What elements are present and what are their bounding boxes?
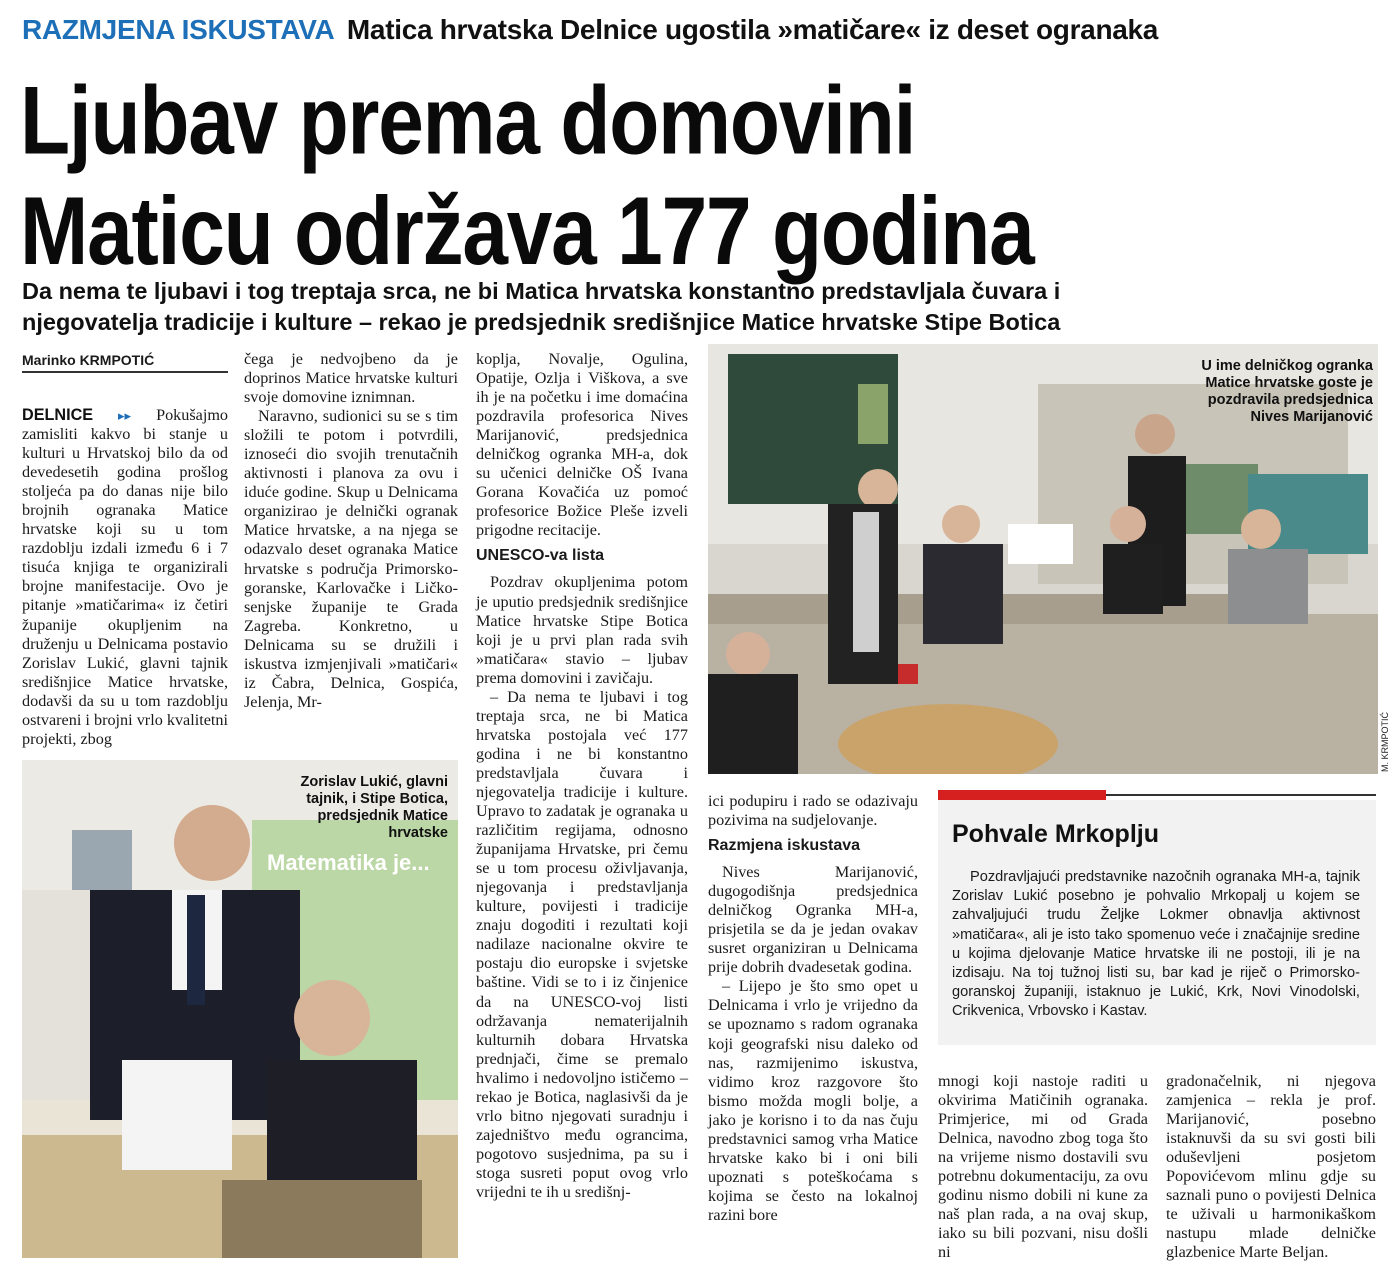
kicker bbox=[22, 14, 1158, 46]
column-4-paragraph-2: Nives Marijanović, dugogodišnja predsjednica delničkog Ogranka MH-a, prisjetila se da je jedan ovakav susret organiziran u Delnicama prije dobrih dvadesetak godina. bbox=[708, 863, 918, 977]
photo-top bbox=[708, 344, 1378, 774]
sidebar-box bbox=[938, 800, 1376, 1045]
photo-bottom-caption: Zorislav Lukić, glavni tajnik, i Stipe Botica, predsjednik Matice hrvatske bbox=[300, 774, 448, 841]
kicker-subtitle: Matica hrvatska Delnice ugostila »matičare« iz deset ogranaka bbox=[346, 14, 1159, 45]
headline bbox=[20, 66, 1390, 288]
article-column-2 bbox=[244, 350, 458, 712]
column-5-paragraph: mnogi koji nastoje raditi u okvirima Matičinih ogranaka. Primjerice, mi od Grada Delnica, navodno zbog toga što na vrijeme nismo dostavili svu potrebnu dokumentaciju, za ovu godinu nismo dobili ni kune za naš plan rada, a na ovaj skup, iako su bili pozvani, nisu došli ni bbox=[938, 1072, 1148, 1262]
kicker-tag: RAZMJENA ISKUSTAVA bbox=[22, 14, 334, 45]
lead-line-2: njegovatelja tradicije i kulture – rekao je predsjednik središnjice Matice hrvatske Stipe Botica bbox=[22, 309, 1061, 335]
sidebar-text-block bbox=[952, 868, 1360, 1022]
subheading-razmjena: Razmjena iskustava bbox=[708, 837, 861, 855]
byline: Marinko KRMPOTIĆ bbox=[22, 352, 228, 373]
column-4-paragraph-1: ici podupiru i rado se odazivaju pozivima na sudjelovanje. bbox=[708, 792, 918, 830]
column-1-paragraph bbox=[22, 406, 228, 749]
headline-line-1: Ljubav prema domovini bbox=[20, 67, 916, 175]
column-2-paragraph-2: Naravno, sudionici su se s tim složili te potom i potvrdili, iznoseći dio svojih trenutačnih aktivnosti i planova za ovu i iduće godine. Skup u Delnicama organizirao je delnički ogranak Matice hrvatske, a na njega se odazvalo deset ogranaka Matice hrvatske s područja Primorsko-goranske, Karlovačke i Ličko-senjske županije te Grada Zagreba. Konkretno, u Delnicama su se družili i iskustva izmjenjivali »matičari« iz Čabra, Delnica, Gospića, Jelenja, Mr- bbox=[244, 407, 458, 711]
sidebar-title: Pohvale Mrkoplju bbox=[952, 820, 1159, 848]
article-column-4 bbox=[708, 792, 918, 1225]
column-3-paragraph-3: – Da nema te ljubavi i tog treptaja srca, ne bi Matica hrvatska postojala već 177 godina i ne bi konstantno predstavljala čuvara i njegovatelja tradicije i kulture. Upravo to zadatak je ogranaka u različitim regijama, odnosno županijama Hrvatske, pri čemu se u tom procesu oživljavanja, njegovanja i predstavljanja kulture, povijesti i tradicije znaju dogoditi i rezultati koji nadilaze nacionalne okvire te postaju dio europske i svjetske baštine. Vidi se to i iz činjenice da na UNESCO-voj listi održavanja nematerijalnih kulturnih dobara Hrvatska prednjači, čime se premalo hvalimo i nedovoljno ističemo – rekao je Botica, naglasivši da je vrlo bitno njegovati suradnju i zajedništvo među ograncima, pogotovo susjednima, pa su i stoga susreti poput ovog vrlo vrijedni te ih u središnj- bbox=[476, 687, 688, 1201]
photo-credit: M. KRMPOTIĆ bbox=[1380, 712, 1390, 772]
sidebar-accent-bar bbox=[938, 790, 1106, 800]
article-column-6 bbox=[1166, 1072, 1376, 1262]
lead-paragraph bbox=[22, 276, 1382, 338]
column-4-paragraph-3: – Lijepo je što smo opet u Delnicama i vrlo je vrijedno da se upoznamo s radom ogranaka koji geografski nisu daleko od nas, razmijenimo iskustva, vidimo kroz razgovore što bismo možda mogli bolje, a jako je korisno i to da nas čuju predstavnici samog vrha Matice hrvatske kako bi i oni bili upoznati s poteškoćama s kojima se često na lokalnoj razini bore bbox=[708, 977, 918, 1224]
lead-line-1: Da nema te ljubavi i tog treptaja srca, ne bi Matica hrvatska konstantno predstavljala čuvara i bbox=[22, 278, 1061, 304]
sidebar-paragraph: Pozdravljajući predstavnike nazočnih ogranaka MH-a, tajnik Zorislav Lukić posebno je pohvalio Mrkopalj u kojem se zahvaljujući trudu Željke Lokmer obnavlja aktivnost »matičara«, ali je isto tako spomenuo veće i značajnije sredine u kojima djelovanje Matice hrvatske ili ne postoji, ili je na izdisaju. Na toj tužnoj listi su, bar kad je riječ o Primorsko-goranskoj županiji, istaknuo je Lukić, Krk, Novi Vinodolski, Crikvenica, Vrbovsko i Kastav. bbox=[952, 869, 1360, 1020]
article-column-1 bbox=[22, 406, 228, 749]
subheading-unesco: UNESCO-va lista bbox=[476, 547, 605, 565]
dateline-arrow-icon: ▸▸ bbox=[118, 408, 132, 423]
dateline: DELNICE bbox=[22, 406, 94, 424]
poster-text: Matematika je... bbox=[267, 850, 430, 875]
photo-top-caption: U ime delničkog ogranka Matice hrvatske goste je pozdravila predsjednica Nives Marijanović bbox=[1201, 358, 1373, 425]
sidebar-rule bbox=[1106, 794, 1376, 796]
column-3-paragraph-1: koplja, Novalje, Ogulina, Opatije, Ozlja i Viškova, a sve ih je na početku i ime domaćina pozdravila profesorica Nives Marijanović, predsjednica delničkog ogranka MH-a, dok su učenici delničke OŠ Ivana Gorana Kovačića uz pomoć profesorice Božice Pleše izveli prigodne recitacije. bbox=[476, 350, 688, 540]
photo-bottom bbox=[22, 760, 458, 1258]
article-column-5 bbox=[938, 1072, 1148, 1262]
headline-line-2: Maticu održava 177 godina bbox=[20, 178, 1034, 286]
column-2-paragraph-1: čega je nedvojbeno da je doprinos Matice hrvatske kulturi svoje domovine iznimnan. bbox=[244, 350, 458, 407]
column-3-paragraph-2: Pozdrav okupljenima potom je uputio predsjednik središnjice Matice hrvatske Stipe Botica koji je u prvi plan rada svih »matičara« stavio – ljubav prema domovini i zavičaju. bbox=[476, 573, 688, 687]
column-6-paragraph: gradonačelnik, ni njegova zamjenica – rekla je prof. Marijanović, posebno istaknuvši da su svi gosti bili oduševljeni posjetom Popovićevom mlinu gdje su saznali puno o povijesti Delnica te uživali u harmonikaškom nastupu mlade delničke glazbenice Marte Beljan. bbox=[1166, 1072, 1376, 1262]
column-1-text: Pokušajmo zamisliti kakvo bi stanje u kulturi u Hrvatskoj bilo da od devedesetih godina prošlog stoljeća pa do danas nije bilo brojnih ogranaka Matice hrvatske koji su u tom razdoblju izdali između 6 i 7 tisuća knjiga te organizirali brojne manifestacije. Ovo je pitanje »matičarima« iz četiri županije okupljenim na druženju u Delnicama postavio Zorislav Lukić, glavni tajnik središnjice Matice hrvatske, dodavši da su u tom razdoblju ostvareni i brojni vrlo kvalitetni projekti, zbog bbox=[22, 406, 229, 748]
article-column-3 bbox=[476, 350, 688, 1202]
